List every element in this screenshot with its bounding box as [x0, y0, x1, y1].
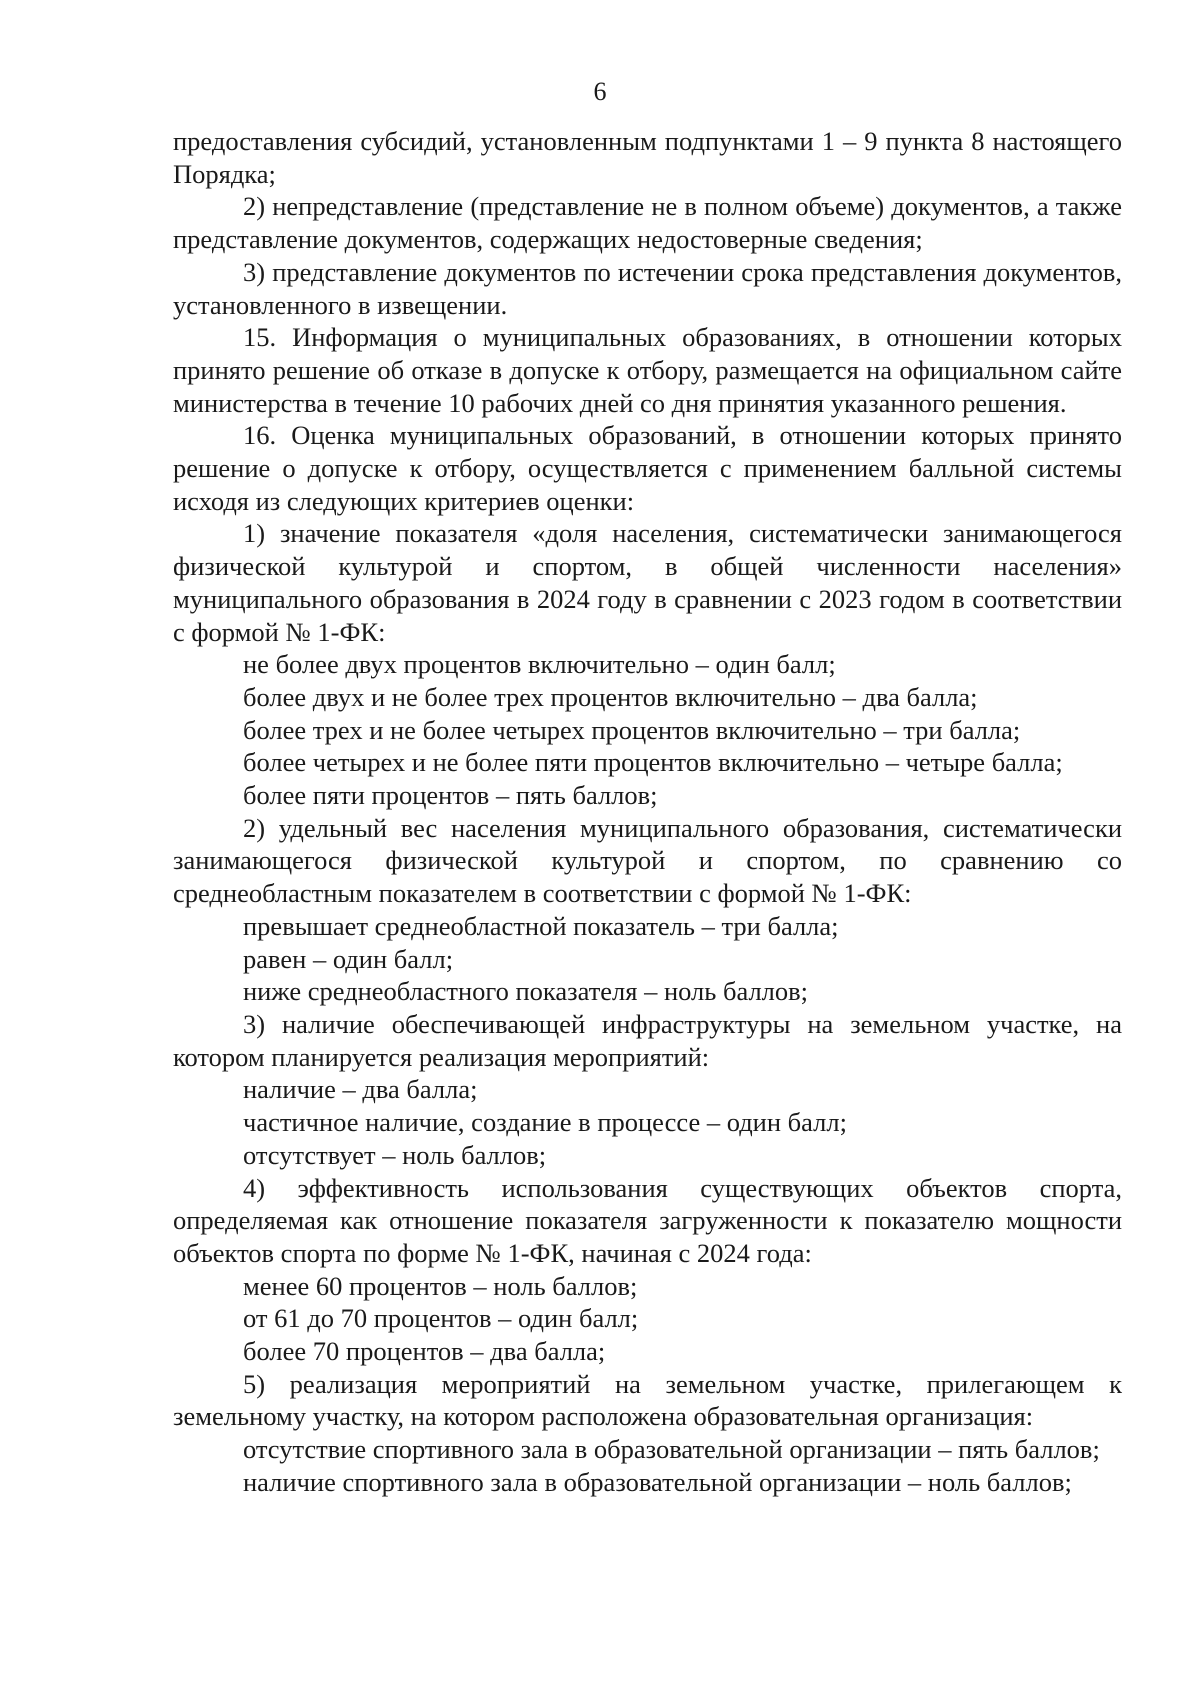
criterion-3-score-3: отсутствует – ноль баллов;: [243, 1139, 547, 1170]
criterion-1-score-2: более двух и не более трех процентов включительно – два балла;: [243, 681, 978, 712]
paragraph-15: 15. Информация о муниципальных образованиях, в отношении которых принято решение об отказе в допуске к отбору, размещается на официальном сайте министерства в течение 10 рабочих дней со дня принятия указанного решения.: [173, 322, 1122, 418]
criterion-4-score-1: менее 60 процентов – ноль баллов;: [243, 1270, 638, 1301]
criterion-1-score-5: более пяти процентов – пять баллов;: [243, 780, 658, 811]
criterion-3-score-1: наличие – два балла;: [243, 1074, 478, 1105]
criterion-4-score-2: от 61 до 70 процентов – один балл;: [243, 1303, 639, 1334]
paragraph-item-2: 2) непредставление (представление не в полном объеме) документов, а также представление документов, содержащих недостоверные сведения;: [173, 191, 1122, 255]
criterion-2-score-2: равен – один балл;: [243, 943, 454, 974]
criterion-5-score-1: отсутствие спортивного зала в образовательной организации – пять баллов;: [243, 1434, 1100, 1465]
paragraph-item-3: 3) представление документов по истечении срока представления документов, установленного в извещении.: [173, 256, 1122, 320]
criterion-2-score-3: ниже среднеобластного показателя – ноль баллов;: [243, 976, 809, 1007]
criterion-5: 5) реализация мероприятий на земельном участке, прилегающем к земельному участку, на котором расположена образовательная организация:: [173, 1368, 1122, 1432]
document-body: [173, 125, 1122, 1499]
criterion-2-score-1: превышает среднеобластной показатель – три балла;: [243, 910, 839, 941]
paragraph-continuation: предоставления субсидий, установленным подпунктами 1 – 9 пункта 8 настоящего Порядка;: [173, 126, 1122, 189]
criterion-5-score-2: наличие спортивного зала в образовательной организации – ноль баллов;: [243, 1466, 1072, 1497]
criterion-1: 1) значение показателя «доля населения, систематически занимающегося физической культурой и спортом, в общей численности населения» муниципального образования в 2024 году в сравнении с 2023 годом в соответствии с формой № 1-ФК:: [173, 518, 1122, 647]
criterion-3-score-2: частичное наличие, создание в процессе – один балл;: [243, 1107, 847, 1138]
page-number: 6: [593, 77, 607, 106]
criterion-1-score-3: более трех и не более четырех процентов включительно – три балла;: [243, 714, 1021, 745]
criterion-1-score-1: не более двух процентов включительно – один балл;: [243, 649, 836, 680]
criterion-3: 3) наличие обеспечивающей инфраструктуры на земельном участке, на котором планируется реализация мероприятий:: [173, 1008, 1122, 1072]
criterion-4: 4) эффективность использования существующих объектов спорта, определяемая как отношение показателя загруженности к показателю мощности объектов спорта по форме № 1-ФК, начиная с 2024 года:: [173, 1172, 1122, 1268]
paragraph-16: 16. Оценка муниципальных образований, в отношении которых принято решение о допуске к отбору, осуществляется с применением балльной системы исходя из следующих критериев оценки:: [173, 420, 1122, 516]
criterion-1-score-4: более четырех и не более пяти процентов включительно – четыре балла;: [243, 747, 1063, 778]
criterion-2: 2) удельный вес населения муниципального образования, систематически занимающегося физической культурой и спортом, по сравнению со среднеобластным показателем в соответствии с формой № 1-ФК:: [173, 812, 1122, 909]
criterion-4-score-3: более 70 процентов – два балла;: [243, 1336, 606, 1367]
